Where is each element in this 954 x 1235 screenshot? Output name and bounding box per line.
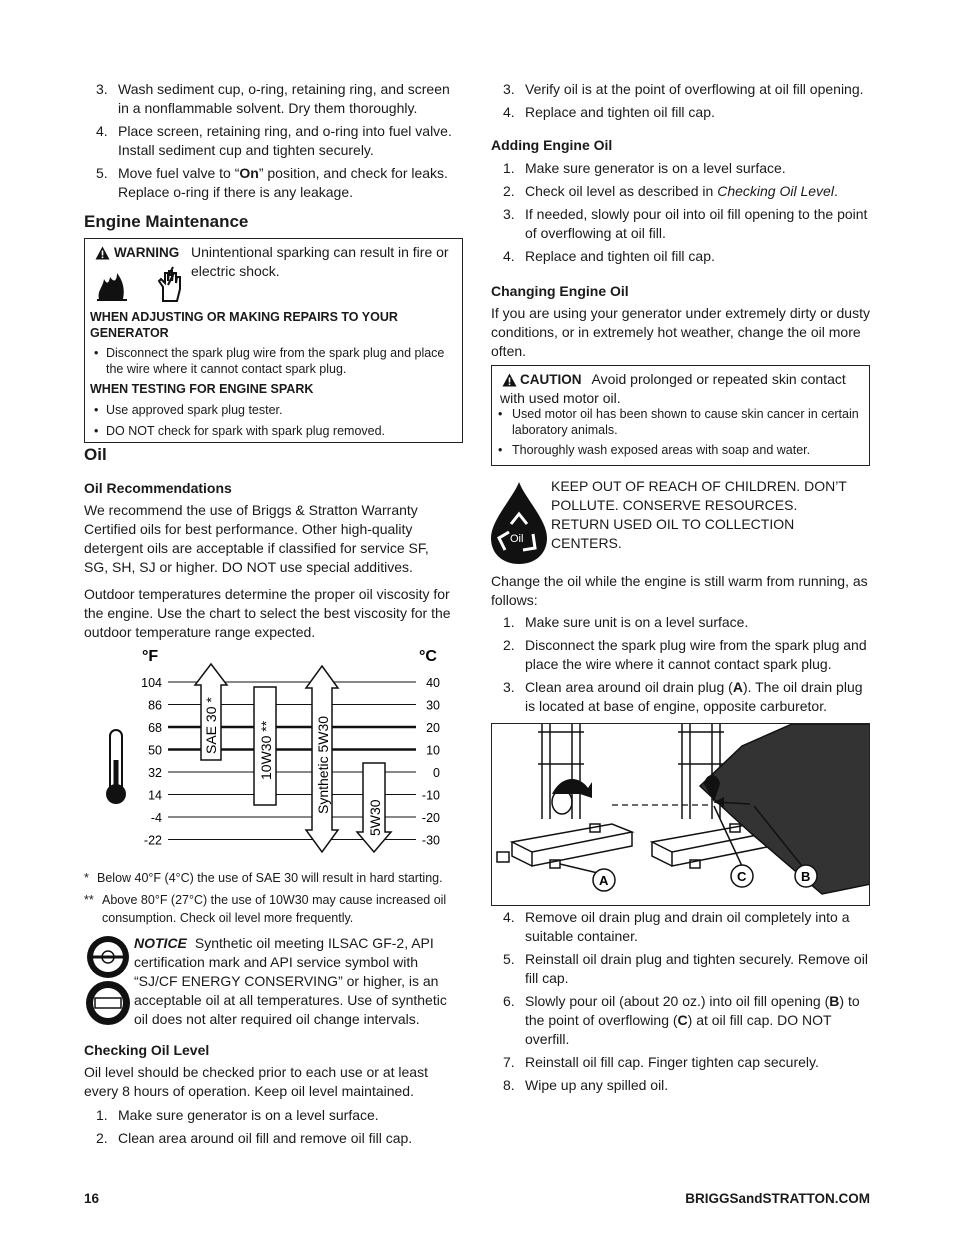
warning-label: WARNING [114, 245, 180, 260]
change-steps-a [491, 613, 871, 720]
celsius-tick: -30 [421, 833, 440, 848]
notice-block [134, 934, 452, 1029]
10w30-label: 10W30 ** [258, 720, 274, 780]
fuel-steps [84, 80, 464, 202]
warning-sub-testing: WHEN TESTING FOR ENGINE SPARK [90, 382, 314, 396]
celsius-tick: 10 [426, 743, 440, 758]
celsius-tick: -10 [421, 788, 440, 803]
oil-drain-diagram [491, 723, 870, 906]
engine-maintenance-heading: Engine Maintenance [84, 212, 249, 231]
list-item: 1. Make sure generator is on a level surface. [503, 160, 786, 176]
oil-bottle-icon [700, 724, 870, 894]
celsius-tick: 20 [426, 721, 440, 735]
celsius-tick: 30 [426, 698, 440, 713]
oil-heading: Oil [84, 445, 107, 464]
list-item: 2. Disconnect the spark plug wire from the spark plug and place the wire where it cannot contact spark plug. [503, 637, 867, 672]
callout-a-label: A [599, 873, 609, 888]
celsius-label: °C [419, 648, 437, 665]
oil-drain-diagram-graphic [492, 724, 870, 906]
warning-bullet-no-check: • DO NOT check for spark with spark plug removed. [90, 423, 455, 439]
caution-details [494, 406, 864, 458]
adding-steps [491, 159, 871, 270]
list-item: 2. Check oil level as described in Checking Oil Level. [503, 183, 838, 199]
oil-recommendations-text [84, 501, 456, 650]
list-item: 5. Move fuel valve to “On” position, and check for leaks. Replace o-ring if there is any leakage. [96, 165, 448, 200]
warning-triangle-icon [95, 246, 110, 260]
list-item: 1. Make sure unit is on a level surface. [503, 614, 749, 630]
adding-engine-oil-heading: Adding Engine Oil [491, 137, 613, 153]
left-column [84, 80, 464, 206]
sae30-label: SAE 30 * [203, 697, 219, 754]
oil-rec-paragraph-1: We recommend the use of Briggs & Stratton Warranty Certified oils for best performance. Other high-quality detergent oils are acceptable if classified for service SF, SG, SH, SJ or higher. DO NOT use special additives. [84, 502, 429, 575]
recycle-oil-drop-icon [489, 480, 549, 566]
electric-shock-icon [153, 265, 187, 303]
page-number: 16 [84, 1191, 100, 1206]
recycle-oil-label: Oil [510, 533, 524, 545]
viscosity-chart [84, 642, 464, 854]
list-item: 3. Clean area around oil drain plug (A). The oil drain plug is located at base of engine, opposite carburetor. [503, 679, 863, 714]
warning-sub-adjusting: WHEN ADJUSTING OR MAKING REPAIRS TO YOUR GENERATOR [90, 310, 398, 340]
celsius-tick: 0 [433, 766, 440, 780]
celsius-ticks [422, 676, 440, 848]
fahrenheit-tick: -4 [150, 811, 162, 825]
footnote-sae30: * Below 40°F (4°C) the use of SAE 30 will result in hard starting. [84, 871, 443, 885]
thermometer-icon [106, 730, 126, 804]
caution-triangle-icon [502, 373, 517, 387]
fahrenheit-tick: 32 [148, 766, 162, 780]
callout-c-label: C [737, 869, 747, 884]
list-item: 3. If needed, slowly pour oil into oil fill opening to the point of overflowing at oil fill. [503, 206, 868, 241]
change-steps-b [491, 908, 871, 1099]
list-item: 4. Replace and tighten oil fill cap. [503, 248, 715, 264]
warning-text: Unintentional sparking can result in fire or electric shock. [191, 244, 449, 279]
warning-bullet-tester: • Use approved spark plug tester. [90, 402, 455, 418]
5w30-label: 5W30 [367, 799, 383, 836]
oil-rec-paragraph-2: Outdoor temperatures determine the proper oil viscosity for the engine. Use the chart to select the best viscosity for the outdoor temperature range expected. [84, 586, 451, 640]
fahrenheit-tick: -22 [143, 833, 162, 848]
checking-oil-level-text: Oil level should be checked prior to each use or at least every 8 hours of operation. Keep oil level maintained. [84, 1064, 428, 1099]
warning-details [90, 309, 455, 439]
list-item: 4. Remove oil drain plug and drain oil completely into a suitable container. [503, 909, 850, 944]
fahrenheit-ticks [141, 676, 162, 848]
footnote-10w30: ** Above 80°F (27°C) the use of 10W30 may cause increased oil consumption. Check oil level more frequently. [84, 893, 447, 925]
caution-box [491, 365, 870, 466]
fahrenheit-tick: 50 [148, 743, 162, 758]
oil-recommendations-heading: Oil Recommendations [84, 480, 232, 496]
list-item: 4. Replace and tighten oil fill cap. [503, 104, 715, 120]
caution-header [500, 370, 862, 408]
api-certification-mark-icon [85, 980, 131, 1026]
celsius-tick: -20 [421, 811, 440, 825]
changing-engine-oil-text: If you are using your generator under extremely dirty or dusty conditions, or in extremely hot weather, change the oil more often. [491, 305, 870, 359]
right-column [491, 80, 871, 126]
list-item: 7. Reinstall oil fill cap. Finger tighten cap securely. [503, 1054, 819, 1070]
fahrenheit-tick: 86 [148, 698, 162, 713]
change-oil-intro: Change the oil while the engine is still warm from running, as follows: [491, 573, 868, 608]
fahrenheit-tick: 104 [141, 676, 162, 690]
api-service-symbol-icon [86, 935, 130, 979]
warning-bullet-disconnect: • Disconnect the spark plug wire from the spark plug and place the wire where it cannot contact spark plug. [90, 345, 455, 377]
notice-text: Synthetic oil meeting ILSAC GF-2, API certification mark and API service symbol with “SJ/CF ENERGY CONSERVING” or higher, is an acceptable oil at all temperatures. Use of synthetic oil does not alter required oil change intervals. [134, 935, 447, 1027]
changing-engine-oil-heading: Changing Engine Oil [491, 283, 629, 299]
viscosity-chart-graphic [84, 642, 464, 854]
list-item: 2. Clean area around oil fill and remove oil fill cap. [96, 1130, 413, 1146]
fahrenheit-tick: 14 [148, 788, 162, 803]
list-item: 8. Wipe up any spilled oil. [503, 1077, 669, 1093]
list-item: 6. Slowly pour oil (about 20 oz.) into oil fill opening (B) to the point of overflowing (C) at oil fill cap. DO NOT overfill. [503, 993, 860, 1047]
checking-oil-level-heading: Checking Oil Level [84, 1042, 210, 1058]
caution-bullet-cancer: • Used motor oil has been shown to cause skin cancer in certain laboratory animals. [494, 406, 864, 438]
list-item: 1. Make sure generator is on a level surface. [96, 1107, 379, 1123]
recycle-text: KEEP OUT OF REACH OF CHILDREN. DON’T POLLUTE. CONSERVE RESOURCES. RETURN USED OIL TO COLLECTION CENTERS. [551, 478, 847, 551]
warning-box [84, 238, 463, 443]
caution-label: CAUTION [520, 372, 582, 387]
synthetic-5w30-label: Synthetic 5W30 [315, 715, 331, 814]
checking-steps [84, 1106, 464, 1152]
caution-bullet-wash: • Thoroughly wash exposed areas with soap and water. [494, 442, 864, 458]
callout-b-label: B [801, 869, 811, 884]
list-item: 4. Place screen, retaining ring, and o-ring into fuel valve. Install sediment cup and tighten securely. [96, 123, 452, 158]
list-item: 3. Wash sediment cup, o-ring, retaining ring, and screen in a nonflammable solvent. Dry them thoroughly. [96, 81, 450, 116]
fahrenheit-tick: 68 [148, 721, 162, 735]
caution-text: Avoid prolonged or repeated skin contact with used motor oil. [500, 371, 846, 406]
list-item: 5. Reinstall oil drain plug and tighten securely. Remove oil fill cap. [503, 951, 868, 986]
checking-steps-continued [491, 80, 871, 122]
celsius-tick: 40 [426, 676, 440, 690]
footer-website: BRIGGSandSTRATTON.COM [685, 1191, 870, 1206]
list-item: 3. Verify oil is at the point of overflowing at oil fill opening. [503, 81, 864, 97]
footnotes [84, 869, 464, 927]
notice-label: NOTICE [134, 935, 187, 951]
fire-icon [95, 269, 129, 303]
fahrenheit-label: °F [142, 648, 159, 665]
